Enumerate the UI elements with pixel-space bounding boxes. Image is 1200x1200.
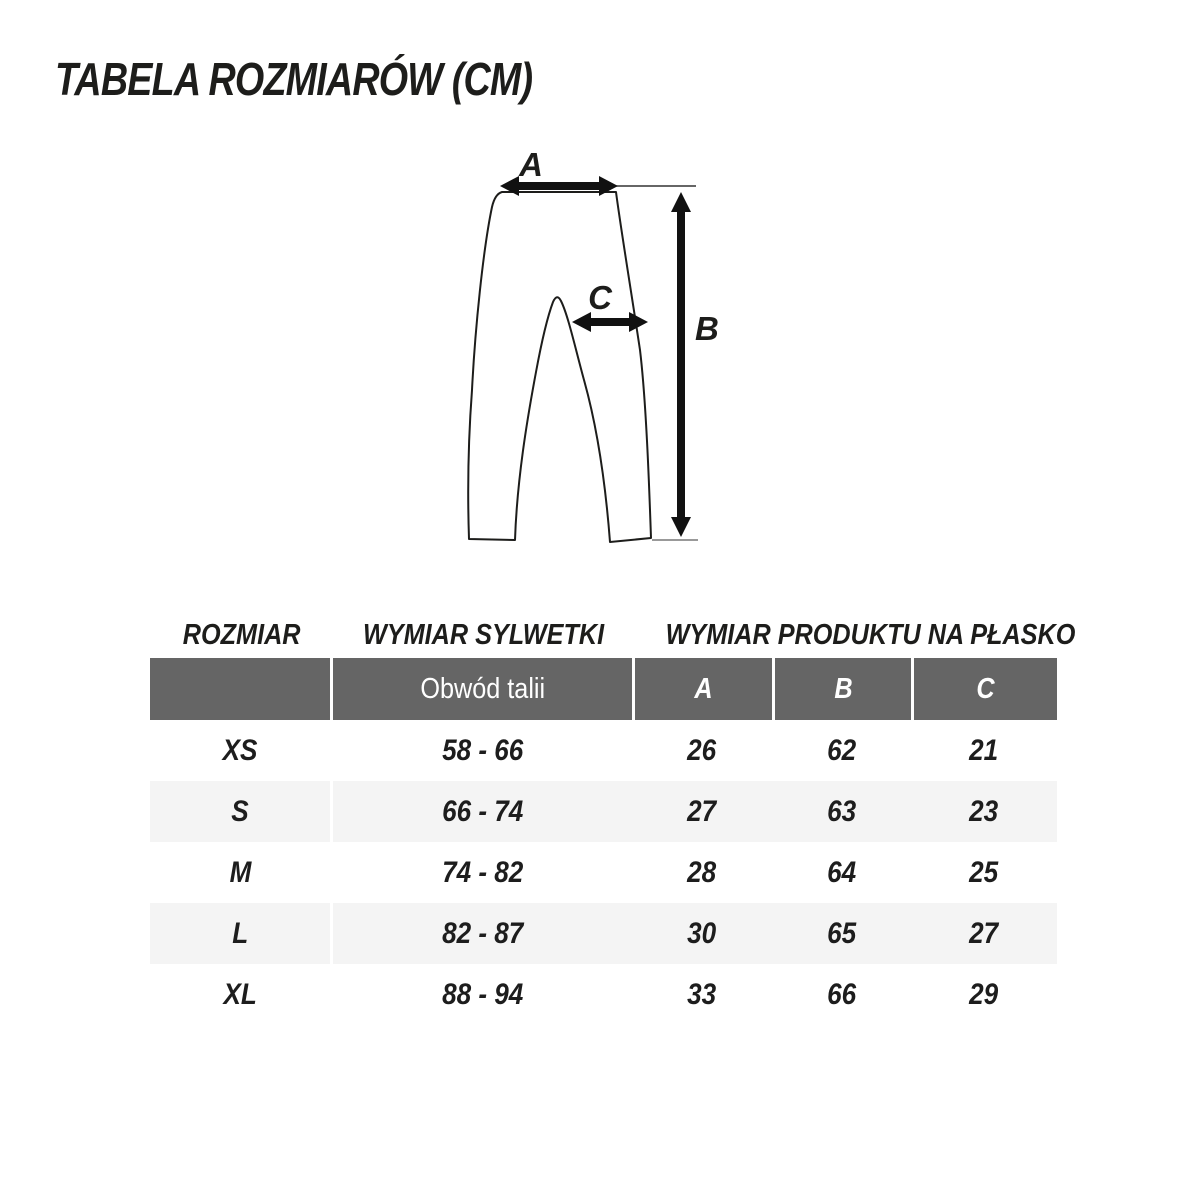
cell-size: S (150, 781, 330, 842)
cell-waist: 74 - 82 (330, 842, 632, 903)
table-row-xl (150, 964, 1057, 1025)
table-row-s (150, 781, 1057, 842)
subheader-cell-a: A (632, 658, 772, 720)
dim-arrow-b (671, 192, 691, 537)
pants-diagram (400, 115, 740, 595)
cell-size: L (150, 903, 330, 964)
subheader-cell-waist: Obwód talii (330, 658, 632, 720)
pants-diagram-svg (400, 115, 740, 595)
dim-label-a: A (519, 146, 543, 183)
cell-a: 33 (687, 977, 717, 1011)
cell-waist: 58 - 66 (330, 720, 632, 781)
group-header-wymiar-sylwetki: WYMIAR SYLWETKI (363, 618, 605, 651)
pants-outline (468, 192, 651, 542)
page-title: TABELA ROZMIARÓW (CM) (55, 53, 533, 105)
table-row-xs (150, 720, 1057, 781)
cell-b: 66 (826, 977, 857, 1011)
table-group-headers (150, 612, 1076, 658)
cell-waist: 82 - 87 (330, 903, 632, 964)
cell-size: XS (222, 733, 258, 767)
cell-a: 28 (687, 855, 717, 889)
cell-a: 26 (687, 733, 717, 767)
group-header-wymiar-produktu: WYMIAR PRODUKTU NA PŁASKO (665, 618, 1076, 651)
cell-b: 65 (772, 903, 911, 964)
subheader-cell-size (150, 658, 330, 720)
subheader-cell-b: B (772, 658, 911, 720)
cell-size: XL (223, 977, 257, 1011)
cell-c: 23 (911, 781, 1057, 842)
subheader-cell-c: C (911, 658, 1057, 720)
cell-c: 21 (969, 733, 999, 767)
group-header-rozmiar: ROZMIAR (182, 618, 301, 651)
table-row-m (150, 842, 1057, 903)
cell-c: 27 (911, 903, 1057, 964)
cell-waist: 66 - 74 (330, 781, 632, 842)
cell-a: 27 (632, 781, 772, 842)
size-table (150, 612, 1076, 1025)
cell-a: 30 (632, 903, 772, 964)
dim-label-b: B (695, 310, 719, 347)
table-row-l (150, 903, 1057, 964)
cell-b: 63 (772, 781, 911, 842)
cell-size: M (229, 855, 251, 889)
dim-label-c: C (588, 279, 612, 316)
cell-c: 25 (969, 855, 999, 889)
cell-b: 64 (826, 855, 857, 889)
table-subheader-row (150, 658, 1057, 720)
cell-waist: 88 - 94 (330, 964, 632, 1025)
cell-b: 62 (826, 733, 857, 767)
cell-c: 29 (969, 977, 999, 1011)
